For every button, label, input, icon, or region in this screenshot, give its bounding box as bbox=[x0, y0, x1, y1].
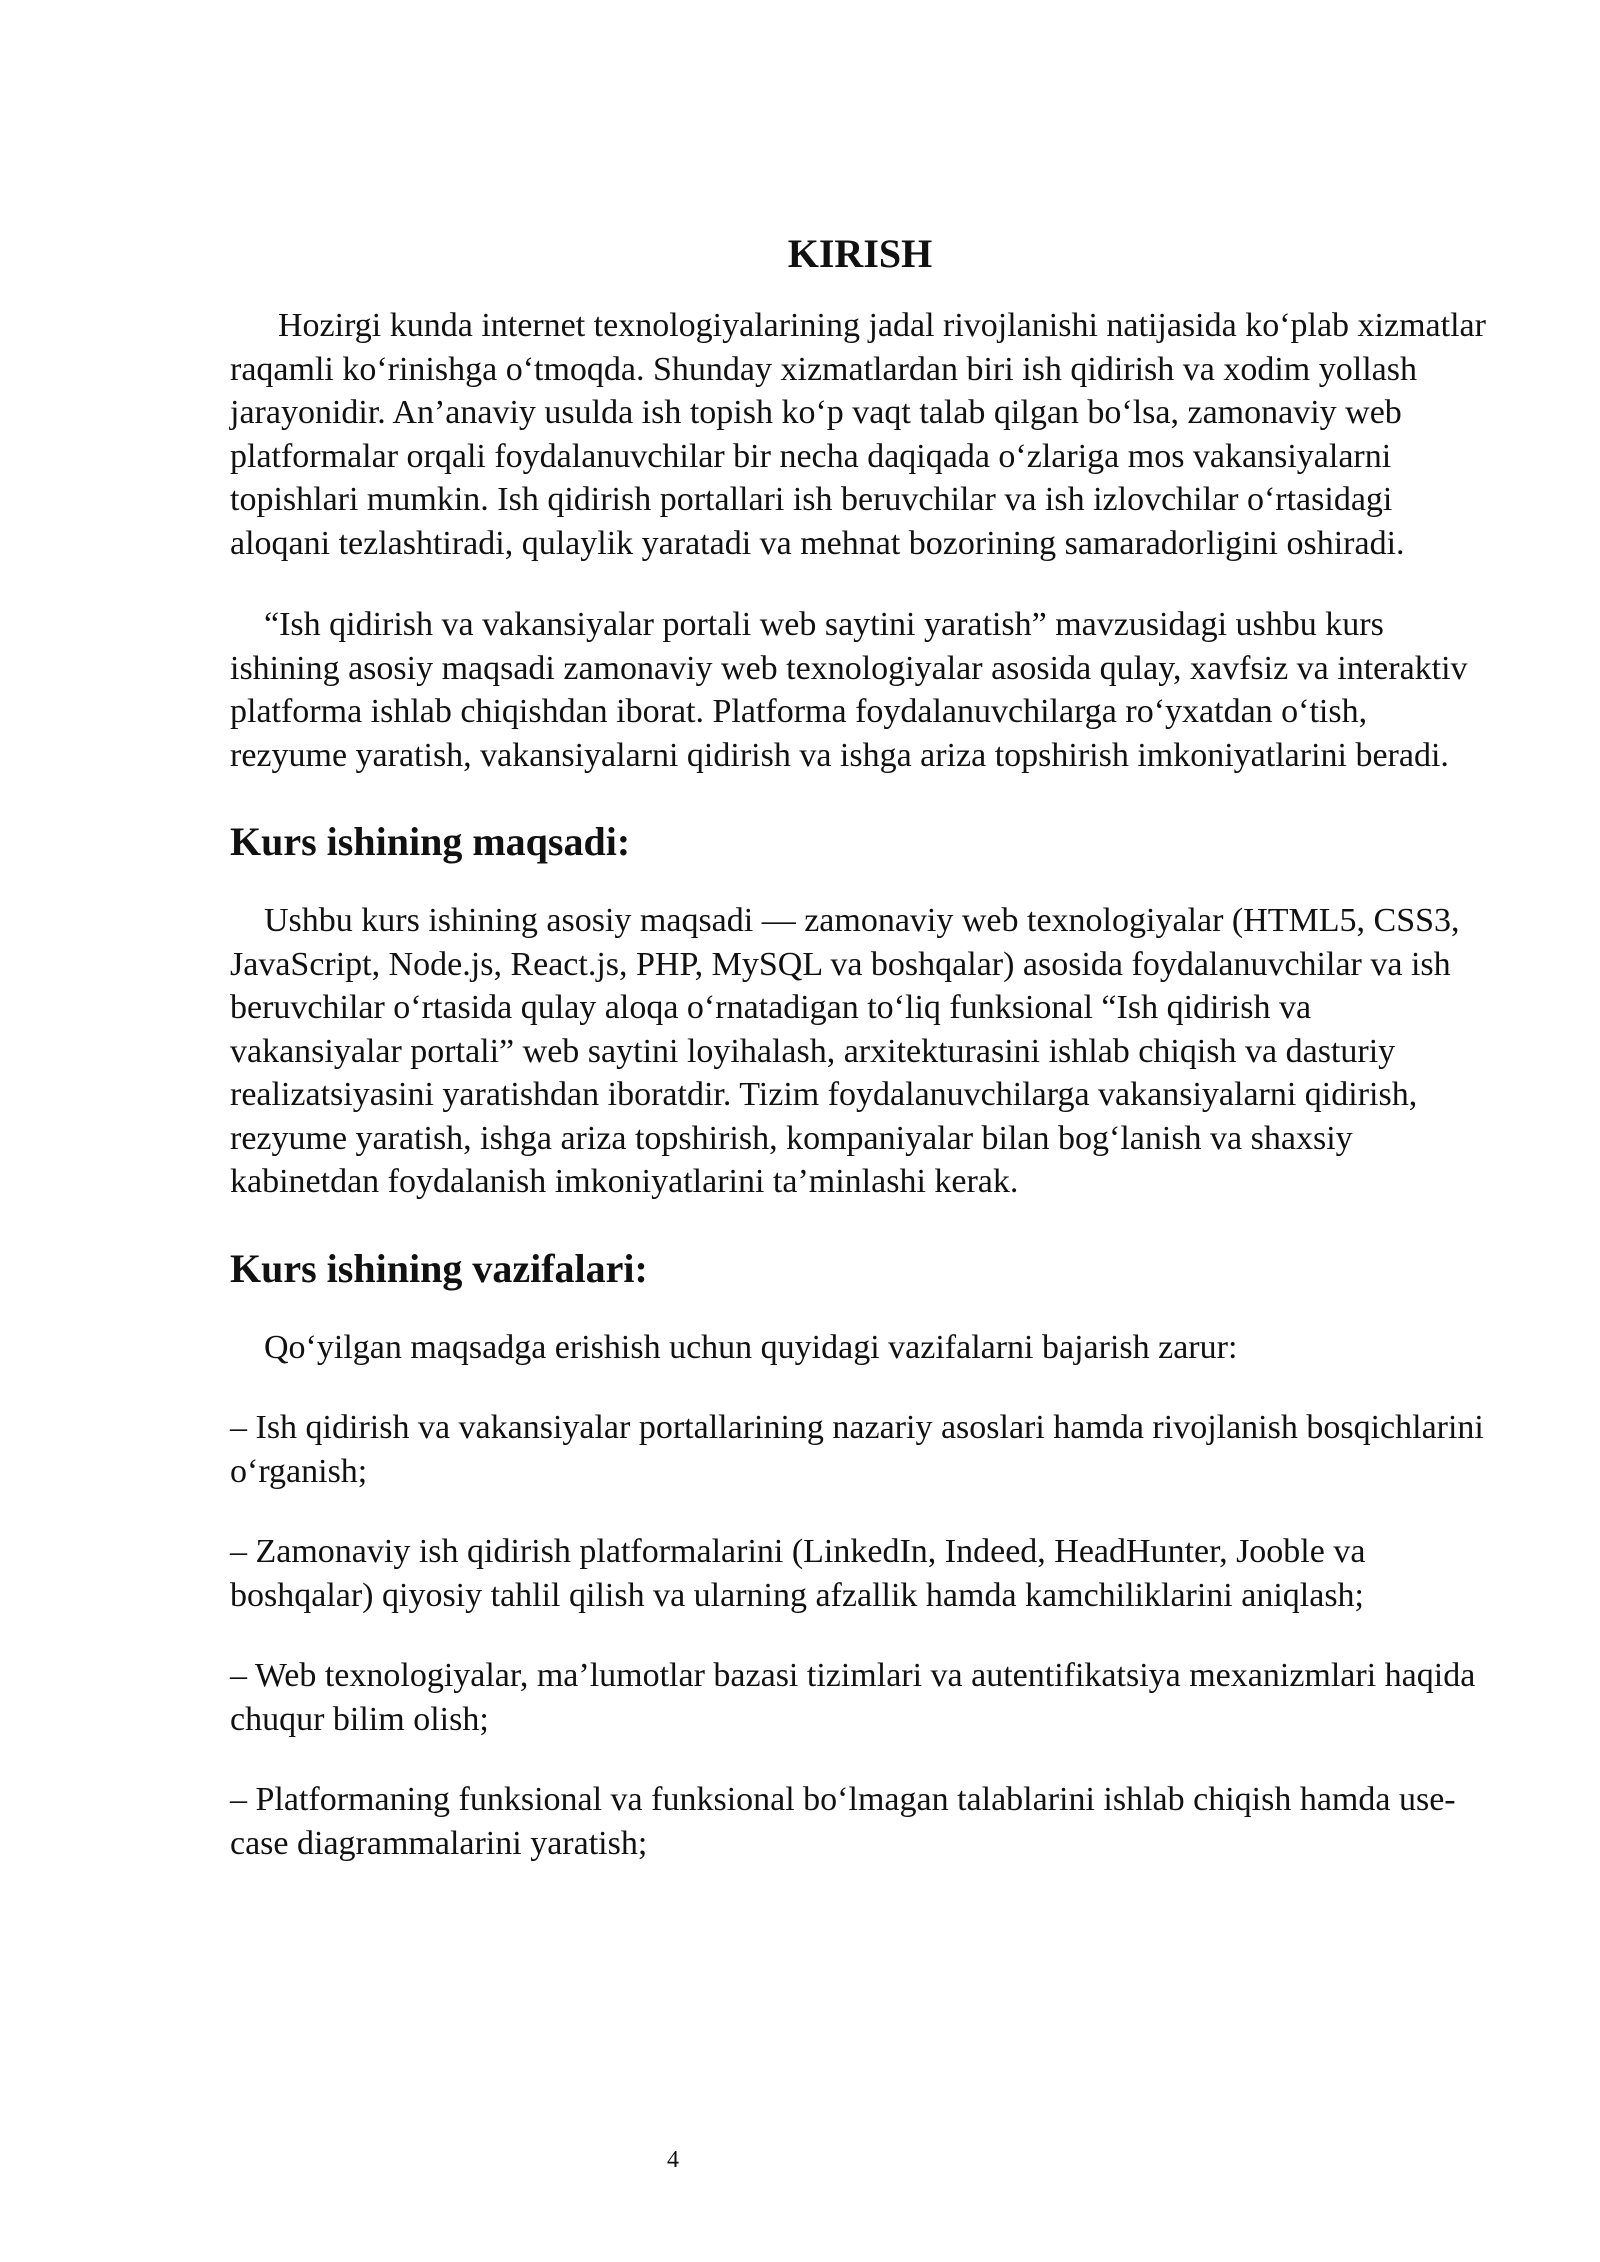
goal-heading: Kurs ishining maqsadi: bbox=[230, 819, 631, 864]
task-item-1: – Ish qidirish va vakansiyalar portallarining nazariy asoslari hamda rivojlanish bosqichlarini o‘rganish; bbox=[230, 1409, 1484, 1490]
page-title: KIRISH bbox=[787, 231, 933, 276]
tasks-intro: Qo‘yilgan maqsadga erishish uchun quyidagi vazifalarni bajarish zarur: bbox=[264, 1328, 1238, 1366]
goal-paragraph: Ushbu kurs ishining asosiy maqsadi — zamonaviy web texnologiyalar (HTML5, CSS3, JavaScript, Node.js, React.js, PHP, MySQL va boshqalar) asosida foydalanuvchilar va ish beruvchilar o‘rtasida qulay aloqa o‘rnatadigan to‘liq funksional “Ish qidirish va vakansiyalar portali” web saytini loyihalash, arxitekturasini ishlab chiqish va dasturiy realizatsiyasini yaratishdan iboratdir. Tizim foydalanuvchilarga vakansiyalarni qidirish, rezyume yaratish, ishga ariza topshirish, kompaniyalar bilan bog‘lanish va shaxsiy kabinetdan foydalanish imkoniyatlarini ta’minlashi kerak. bbox=[230, 902, 1460, 1200]
task-item-3: – Web texnologiyalar, ma’lumotlar bazasi tizimlari va autentifikatsiya mexanizmlari haqida chuqur bilim olish; bbox=[230, 1657, 1476, 1738]
page-number: 4 bbox=[667, 2147, 679, 2173]
tasks-heading: Kurs ishining vazifalari: bbox=[230, 1245, 648, 1291]
task-item-2: – Zamonaviy ish qidirish platformalarini (LinkedIn, Indeed, HeadHunter, Jooble va boshqalar) qiyosiy tahlil qilish va ularning afzallik hamda kamchiliklarini aniqlash; bbox=[230, 1533, 1366, 1614]
page-content bbox=[230, 228, 1490, 1865]
task-item-4: – Platformaning funksional va funksional bo‘lmagan talablarini ishlab chiqish hamda use-case diagrammalarini yaratish; bbox=[230, 1781, 1456, 1862]
intro-paragraph-1: Hozirgi kunda internet texnologiyalarining jadal rivojlanishi natijasida ko‘plab xizmatlar raqamli ko‘rinishga o‘tmoqda. Shunday xizmatlardan biri ish qidirish va xodim yollash jarayonidir. An’anaviy usulda ish topish ko‘p vaqt talab qilgan bo‘lsa, zamonaviy web platformalar orqali foydalanuvchilar bir necha daqiqada o‘zlariga mos vakansiyalarni topishlari mumkin. Ish qidirish portallari ish beruvchilar va ish izlovchilar o‘rtasidagi aloqani tezlashtiradi, qulaylik yaratadi va mehnat bozorining samaradorligini oshiradi. bbox=[230, 307, 1486, 562]
intro-paragraph-2: “Ish qidirish va vakansiyalar portali web saytini yaratish” mavzusidagi ushbu kurs ishining asosiy maqsadi zamonaviy web texnologiyalar asosida qulay, xavfsiz va interaktiv platforma ishlab chiqishdan iborat. Platforma foydalanuvchilarga ro‘yxatdan o‘tish, rezyume yaratish, vakansiyalarni qidirish va ishga ariza topshirish imkoniyatlarini beradi. bbox=[230, 606, 1468, 774]
